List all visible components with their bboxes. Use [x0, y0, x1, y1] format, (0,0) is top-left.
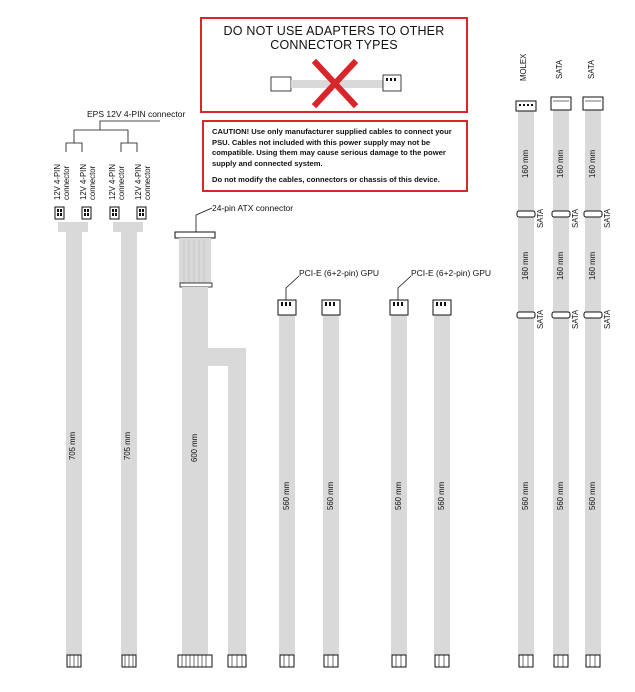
pcie-label-1: PCI-E (6+2-pin) GPU: [299, 268, 380, 278]
sata2-seg2-length: 160 mm: [588, 251, 597, 280]
molex-cable: [516, 101, 536, 667]
sata-inline-label-6: SATA: [603, 309, 612, 329]
atx-length: 600 mm: [190, 433, 199, 462]
adapter-warning-title: DO NOT USE ADAPTERS TO OTHER CONNECTOR TYPES: [223, 24, 445, 52]
pcie-length-4: 560 mm: [437, 481, 446, 510]
eps-length-2: 705 mm: [123, 431, 132, 460]
sata-inline-label-2: SATA: [571, 208, 580, 228]
sata-label-1: SATA: [555, 59, 564, 79]
sata-inline-label-3: SATA: [603, 208, 612, 228]
caution-text: CAUTION! Use only manufacturer supplied cables to connect your PSU. Cables not included with this power supply may not be compatible. Using them may cause serious damage to the power supply and connected system.: [212, 127, 452, 168]
eps-bracket: [66, 121, 160, 152]
connector-label-4: 12V 4-PIN connector: [134, 164, 152, 200]
sata1-main-length: 560 mm: [556, 481, 565, 510]
molex-main-length: 560 mm: [521, 481, 530, 510]
sata1-seg2-length: 160 mm: [556, 251, 565, 280]
pcie-length-2: 560 mm: [326, 481, 335, 510]
eps-length-1: 705 mm: [68, 431, 77, 460]
sata-cable-2: [583, 97, 603, 667]
sata-inline-label-5: SATA: [571, 309, 580, 329]
atx24-label: 24-pin ATX connector: [212, 203, 294, 213]
pcie-cable-1: [278, 276, 340, 667]
molex-seg1-length: 160 mm: [521, 149, 530, 178]
adapter-warning-box: [200, 17, 468, 113]
connector-label-1: 12V 4-PIN connector: [53, 164, 71, 200]
pcie-length-3: 560 mm: [394, 481, 403, 510]
sata2-main-length: 560 mm: [588, 481, 597, 510]
atx-cable: [175, 208, 246, 667]
sata1-seg1-length: 160 mm: [556, 149, 565, 178]
caution-modify-text: Do not modify the cables, connectors or chassis of this device.: [212, 175, 440, 184]
pcie-length-1: 560 mm: [282, 481, 291, 510]
connector-label-2: 12V 4-PIN connector: [79, 164, 97, 200]
eps-label: EPS 12V 4-PIN connector: [87, 109, 186, 119]
sata-inline-label-1: SATA: [536, 208, 545, 228]
molex-label: MOLEX: [519, 53, 528, 81]
sata-cable-1: [551, 97, 571, 667]
sata-label-2: SATA: [587, 59, 596, 79]
connector-label-3: 12V 4-PIN connector: [108, 164, 126, 200]
pcie-label-2: PCI-E (6+2-pin) GPU: [411, 268, 492, 278]
sata2-seg1-length: 160 mm: [588, 149, 597, 178]
pcie-cable-2: [390, 276, 451, 667]
caution-box: [202, 120, 468, 192]
molex-seg2-length: 160 mm: [521, 251, 530, 280]
sata-inline-label-4: SATA: [536, 309, 545, 329]
